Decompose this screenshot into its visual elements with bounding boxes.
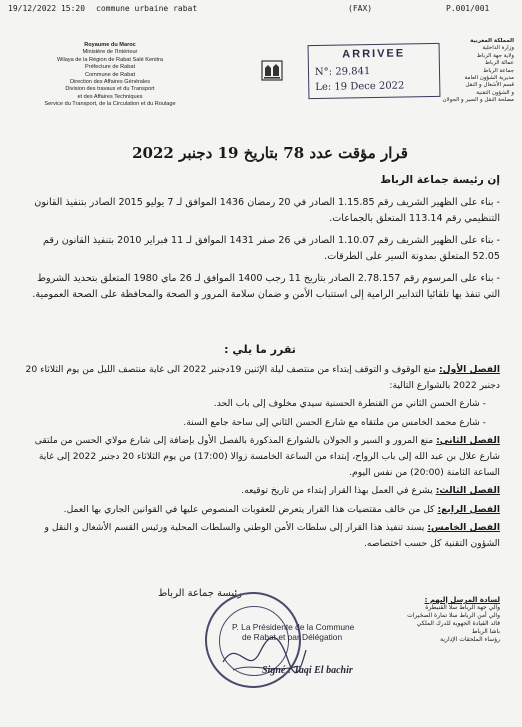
recipient-line: والي أمن الرباط سلا تمارة الصخيرات [407, 612, 500, 619]
article-text: منع المرور و السير و الجولان بالشوارع المذكورة بالفصل الأول بإضافة إلى شارع مولاي الحسن من ملتقى شارع علال بن عبد الله إلى باب الرواح، إبتداء من الساعة الخامسة زوالا (17:00) من يوم الثلاثاء 20 دجنبر 2022 إلى غاية الساعة الثامنة (20:00) من نفس اليوم. [34, 435, 500, 478]
legal-reference: - بناء على المرسوم رقم 2.78.157 الصادر بتاريخ 11 رجب 1400 الموافق لـ 26 ماي 1980 المتعلق بتحديد الشروط التي تنفذ بها تلقائيا التدابير الرامية إلى استتباب الأمن و ضمان سلامة المرور و الصحة والمحافظة على الصحة العمومية. [32, 273, 500, 300]
letterhead-line: ولاية جهة الرباط [476, 52, 514, 59]
decree-title: قرار مؤقت عدد 78 بتاريخ 19 دجنبر 2022 [132, 144, 408, 162]
signatory-title: رئيسة جماعة الرباط [158, 588, 243, 599]
letterhead-french [20, 42, 200, 109]
decision-heading: تقرر ما يلي : [224, 343, 296, 356]
letterhead-line: مديرية الشؤون العامة [464, 75, 514, 82]
fax-sender: commune urbaine rabat [96, 4, 198, 13]
letterhead-arabic [434, 38, 514, 105]
arrival-stamp-title: ARRIVEE [342, 47, 406, 61]
article [14, 433, 500, 480]
arrival-stamp-number: N°: 29.841 [314, 66, 371, 79]
arrival-stamp-date: Le: 19 Dece 2022 [315, 80, 405, 94]
article-heading: الفصل الثالث: [435, 485, 500, 497]
article-heading: الفصل الرابع: [437, 503, 500, 515]
city-emblem-icon [260, 58, 284, 82]
letterhead-line: عمالة الرباط [484, 60, 514, 67]
letterhead-line: Préfecture de Rabat [84, 64, 136, 71]
legal-references [22, 195, 500, 309]
letterhead-line: و الشؤون التقنية [476, 89, 514, 96]
recipients-block [400, 596, 500, 644]
article [14, 483, 500, 499]
letterhead-line: قسم الأشغال و النقل [465, 82, 514, 89]
signer-name: Signé : Taqi El bachir [262, 665, 353, 676]
letterhead-line: جماعة الرباط [483, 67, 514, 74]
letterhead-line: مصلحة النقل و السير و الجولان [442, 97, 514, 104]
fax-page: P.001/001 [446, 4, 490, 13]
letterhead-line: المملكة المغربية [470, 38, 514, 44]
legal-reference: - بناء على الظهير الشريف رقم 1.15.85 الصادر في 20 رمضان 1436 الموافق لـ 7 يوليو 2015 الصادر بتنفيذ القانون التنظيمي رقم 113.14 المتعلق بالجماعات. [34, 197, 500, 224]
letterhead-line: وزارة الداخلية [482, 45, 514, 52]
article-text: منع الوقوف و التوقف إبتداء من منتصف ليلة الإثنين 19دجنبر 2022 الى غاية منتصف الليل من يوم الثلاثاء 20 دجنبر 2022 بالشوارع التالية: [25, 364, 500, 391]
addressee-heading: إن رئيسة جماعة الرباط [380, 174, 500, 186]
letterhead-line: Commune de Rabat [84, 71, 136, 78]
article [14, 502, 500, 518]
fax-header [0, 2, 522, 16]
article-text: يشرع في العمل بهذا القرار إبتداء من تاريخ توقيعه. [241, 485, 436, 497]
article-bullet [14, 396, 486, 412]
article-text: كل من خالف مقتضيات هذا القرار يتعرض للعقوبات المنصوص عليها في القوانين الجاري بها العمل. [63, 503, 438, 515]
recipient-line: والي جهة الرباط سلا القنيطرة [425, 604, 500, 611]
article-heading: الفصل الثاني: [436, 435, 500, 447]
article-text: يسند تنفيذ هذا القرار إلى سلطات الأمن الوطني والسلطات المحلية ورئيس القسم الأشغال و النقل و الشؤون التقنية كل حسب اختصاصه. [44, 522, 500, 549]
letterhead-line: Ministère de l'Intérieur [82, 49, 138, 56]
president-stamp-line: P. La Présidente de la Commune [232, 622, 355, 632]
legal-reference: - بناء على الظهير الشريف رقم 1.10.07 الصادر في 26 صفر 1431 الموافق لـ 11 فبراير 2010 بتنفيذ القانون رقم 52.05 المتعلق بمدونة السير على الطرقات. [43, 235, 500, 262]
recipient-line: باشا الرباط [471, 628, 500, 635]
recipient-line: رؤساء الملحقات الإدارية [440, 636, 500, 643]
letterhead-line: Direction des Affaires Générales [69, 79, 151, 86]
fax-type: (FAX) [348, 4, 373, 13]
article-text: - شارع محمد الخامس من ملتقاه مع شارع الحسن الثاني إلى ساحة جامع السنة. [183, 416, 486, 428]
article-heading: الفصل الأول: [438, 364, 500, 375]
president-stamp-line: de Rabat et par Délégation [242, 632, 343, 642]
letterhead-line: Division des travaux et du Transport [65, 86, 155, 93]
letterhead-line: Royaume du Maroc [84, 42, 136, 48]
letterhead-line: Wilaya de la Région de Rabat Salé Kenitra [56, 56, 164, 63]
article-heading: الفصل الخامس: [427, 522, 500, 534]
articles-list [14, 362, 500, 555]
article-bullet [14, 415, 486, 431]
article-text: - شارع الحسن الثاني من القنطرة الحسنية سيدي مخلوف إلى باب الحد. [213, 398, 486, 410]
president-stamp [232, 622, 382, 642]
recipients-title: لسادة المرسل إليهم : [424, 596, 500, 604]
recipient-line: قائد القيادة الجهوية للدرك الملكي [416, 620, 500, 627]
arrival-stamp [308, 43, 441, 99]
letterhead-line: Service du Transport, de la Circulation et du Roulage [44, 101, 176, 108]
letterhead-line: et des Affaires Techniques [77, 93, 143, 100]
fax-datetime: 19/12/2022 15:20 [8, 4, 86, 13]
article [14, 520, 500, 551]
article [14, 362, 500, 393]
